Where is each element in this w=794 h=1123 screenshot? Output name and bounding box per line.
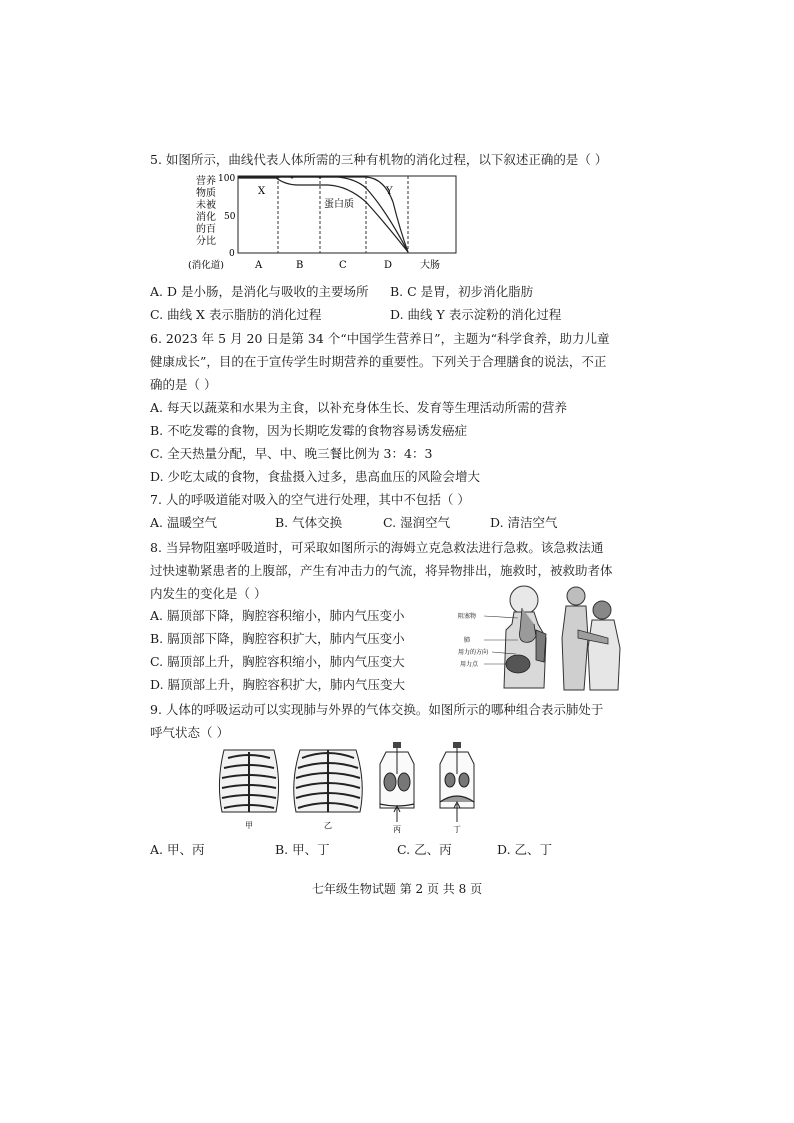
ylabel-line-2: 物质	[196, 188, 216, 199]
segment-colon: 大肠	[420, 260, 440, 271]
q9-stem-line-1: 9. 人体的呼吸运动可以实现肺与外界的气体交换。如图所示的哪种组合表示肺处于	[150, 702, 604, 717]
label-blockage: 阻塞物	[458, 613, 477, 620]
q8-heimlich-figure	[458, 578, 636, 694]
q7-option-b: B. 气体交换	[275, 515, 343, 530]
ylabel-line-1: 营养	[196, 176, 216, 187]
q5-digestion-chart	[188, 172, 468, 272]
bell-jar-ding	[440, 742, 474, 822]
label-yi: 乙	[324, 821, 332, 830]
plot-frame	[238, 176, 456, 253]
q6-stem-line-2: 健康成长”，目的在于宣传学生时期营养的重要性。下列关于合理膳食的说法，不正	[150, 354, 607, 369]
heimlich-illustration	[458, 578, 636, 694]
q8-option-d: D. 膈顶部上升，胸腔容积扩大，肺内气压变大	[150, 677, 406, 692]
q6-option-b: B. 不吃发霉的食物，因为长期吃发霉的食物容易诱发癌症	[150, 423, 468, 438]
label-ding: 丁	[453, 825, 461, 834]
q7-option-c: C. 湿润空气	[383, 515, 451, 530]
xaxis-prefix: (消化道)	[188, 260, 224, 271]
label-force-point: 用力点	[460, 661, 479, 668]
q6-stem-line-3: 确的是（ ）	[150, 377, 217, 392]
segment-a: A	[255, 260, 263, 271]
label-lung: 肺	[464, 637, 471, 644]
label-y: Y	[386, 186, 393, 197]
q9-option-c: C. 乙、丙	[397, 842, 452, 857]
breathing-illustration	[210, 742, 500, 834]
label-protein: 蛋白质	[324, 199, 354, 210]
q8-option-c: C. 膈顶部上升，胸腔容积缩小，肺内气压变大	[150, 654, 405, 669]
q6-option-a: A. 每天以蔬菜和水果为主食，以补充身体生长、发育等生理活动所需的营养	[150, 400, 567, 415]
page-footer: 七年级生物试题 第 2 页 共 8 页	[311, 882, 483, 896]
label-bing: 丙	[393, 825, 401, 834]
ribcage-jia	[219, 750, 278, 812]
segment-c: C	[339, 260, 347, 271]
bell-jar-bing	[380, 742, 414, 822]
q8-stem-line-1: 8. 当异物阻塞呼吸道时，可采取如图所示的海姆立克急救法进行急救。该急救法通	[150, 540, 604, 555]
q9-option-b: B. 甲、丁	[275, 842, 330, 857]
ylabel-line-6: 分比	[196, 236, 216, 247]
q7-stem: 7. 人的呼吸道能对吸入的空气进行处理，其中不包括（ ）	[150, 492, 470, 507]
ribcage-yi	[294, 750, 363, 812]
q9-breathing-figure	[210, 742, 500, 834]
q8-stem-line-3: 内发生的变化是（ ）	[150, 586, 267, 601]
q7-option-a: A. 温暖空气	[150, 515, 217, 530]
ytick-0: 0	[229, 249, 235, 259]
ytick-50: 50	[224, 212, 236, 222]
q8-stem-line-2: 过快速勒紧患者的上腹部，产生有冲击力的气流，将异物排出，施救时，被救助者体	[150, 563, 613, 578]
label-force-direction: 用力的方向	[458, 649, 489, 656]
q5-stem: 5. 如图所示，曲线代表人体所需的三种有机物的消化过程，以下叙述正确的是（ ）	[150, 152, 608, 167]
q8-option-a: A. 膈顶部下降，胸腔容积缩小，肺内气压变小	[150, 608, 405, 623]
segment-b: B	[296, 260, 304, 271]
q8-option-b: B. 膈顶部下降，胸腔容积扩大，肺内气压变小	[150, 631, 405, 646]
q7-option-d: D. 清洁空气	[490, 515, 558, 530]
q6-option-c: C. 全天热量分配，早、中、晚三餐比例为 3：4：3	[150, 446, 433, 461]
digestion-chart-svg	[188, 172, 468, 272]
q5-option-d: D. 曲线 Y 表示淀粉的消化过程	[390, 307, 562, 322]
q5-option-b: B. C 是胃，初步消化脂肪	[390, 284, 534, 299]
label-x: X	[258, 186, 266, 197]
q9-option-d: D. 乙、丁	[497, 842, 553, 857]
ylabel-line-5: 的百	[196, 224, 216, 235]
segment-d: D	[384, 260, 393, 271]
ylabel-line-3: 未被	[196, 200, 216, 211]
q9-option-a: A. 甲、丙	[150, 842, 205, 857]
ytick-100: 100	[218, 174, 236, 184]
q5-option-c: C. 曲线 X 表示脂肪的消化过程	[150, 307, 322, 322]
q6-option-d: D. 少吃太咸的食物，食盐摄入过多，患高血压的风险会增大	[150, 469, 481, 484]
q5-option-a: A. D 是小肠，是消化与吸收的主要场所	[150, 284, 369, 299]
label-jia: 甲	[245, 821, 253, 830]
ylabel-line-4: 消化	[196, 212, 216, 223]
q9-stem-line-2: 呼气状态（ ）	[150, 725, 229, 740]
q6-stem-line-1: 6. 2023 年 5 月 20 日是第 34 个“中国学生营养日”，主题为“科学食养，助力儿童	[150, 331, 610, 346]
